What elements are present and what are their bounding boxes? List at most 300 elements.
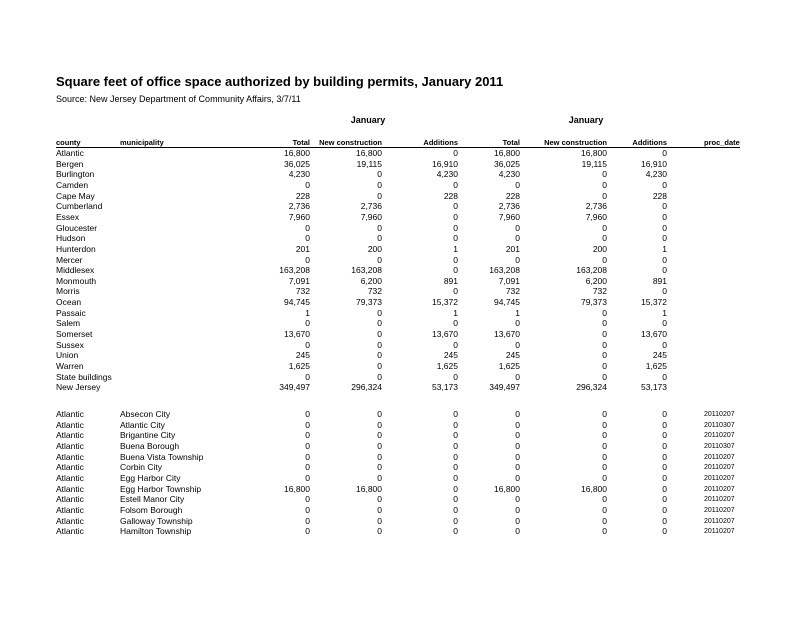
col-header-new-construction: New construction bbox=[319, 138, 382, 147]
cell-total: 2,736 bbox=[288, 201, 310, 212]
cell-additions: 0 bbox=[453, 440, 458, 451]
table-row bbox=[0, 473, 800, 484]
cell-total: 0 bbox=[305, 451, 310, 462]
source-note: Source: New Jersey Department of Community Affairs, 3/7/11 bbox=[56, 94, 301, 104]
cell-additions: 1 bbox=[453, 307, 458, 318]
cell-new-construction: 0 bbox=[377, 419, 382, 430]
cell-additions-ytd: 891 bbox=[652, 275, 667, 286]
cell-additions-ytd: 0 bbox=[662, 179, 667, 190]
group-header-january-2: January bbox=[568, 115, 604, 125]
cell-county: Bergen bbox=[56, 158, 84, 169]
table-row bbox=[0, 350, 800, 361]
cell-additions-ytd: 228 bbox=[652, 190, 667, 201]
cell-new-construction: 0 bbox=[377, 329, 382, 340]
cell-new-construction-ytd: 0 bbox=[602, 419, 607, 430]
cell-additions: 0 bbox=[453, 265, 458, 276]
cell-county: Atlantic bbox=[56, 409, 84, 419]
table-row bbox=[0, 505, 800, 516]
cell-county: Sussex bbox=[56, 339, 84, 350]
col-header-total-ytd: Total bbox=[502, 138, 520, 147]
cell-county: Essex bbox=[56, 211, 80, 222]
table-row bbox=[0, 340, 800, 351]
cell-county: Atlantic bbox=[56, 526, 84, 537]
table-row bbox=[0, 159, 800, 170]
cell-additions: 0 bbox=[453, 494, 458, 505]
cell-total-ytd: 0 bbox=[515, 526, 520, 537]
cell-new-construction-ytd: 0 bbox=[602, 409, 607, 419]
cell-additions: 891 bbox=[443, 275, 458, 286]
cell-additions-ytd: 15,372 bbox=[641, 297, 667, 308]
cell-new-construction-ytd: 2,736 bbox=[585, 201, 607, 212]
cell-additions-ytd: 0 bbox=[662, 211, 667, 222]
table-row bbox=[0, 191, 800, 202]
cell-new-construction-ytd: 0 bbox=[602, 179, 607, 190]
cell-new-construction-ytd: 0 bbox=[602, 526, 607, 537]
cell-total-ytd: 349,497 bbox=[489, 382, 520, 393]
cell-new-construction-ytd: 0 bbox=[602, 515, 607, 526]
cell-new-construction-ytd: 0 bbox=[602, 494, 607, 505]
cell-total-ytd: 228 bbox=[505, 190, 520, 201]
cell-total-ytd: 7,091 bbox=[498, 275, 520, 286]
table-row bbox=[0, 255, 800, 266]
cell-proc-date: 20110207 bbox=[704, 517, 735, 525]
cell-county: Warren bbox=[56, 361, 84, 371]
cell-county: Mercer bbox=[56, 254, 83, 265]
cell-new-construction: 0 bbox=[377, 440, 382, 451]
table-row bbox=[0, 462, 800, 473]
cell-proc-date: 20110207 bbox=[704, 496, 735, 504]
cell-new-construction-ytd: 0 bbox=[602, 430, 607, 441]
cell-total-ytd: 0 bbox=[515, 440, 520, 451]
cell-county: Hunterdon bbox=[56, 243, 96, 254]
cell-new-construction-ytd: 0 bbox=[602, 451, 607, 462]
cell-new-construction: 0 bbox=[377, 504, 382, 515]
cell-proc-date: 20110307 bbox=[704, 442, 735, 450]
cell-additions: 0 bbox=[453, 318, 458, 329]
cell-additions-ytd: 0 bbox=[662, 494, 667, 505]
table-row bbox=[0, 420, 800, 431]
cell-proc-date: 20110207 bbox=[704, 453, 735, 461]
col-header-additions: Additions bbox=[423, 138, 458, 147]
cell-municipality: Absecon City bbox=[120, 409, 171, 419]
cell-additions: 0 bbox=[453, 233, 458, 244]
cell-county: New Jersey bbox=[56, 382, 101, 393]
cell-total-ytd: 13,670 bbox=[494, 329, 520, 340]
cell-county: Hudson bbox=[56, 233, 86, 244]
table-row bbox=[0, 526, 800, 537]
cell-additions-ytd: 0 bbox=[662, 254, 667, 265]
cell-new-construction: 2,736 bbox=[360, 201, 382, 212]
cell-total-ytd: 0 bbox=[515, 430, 520, 441]
cell-county: Cape May bbox=[56, 190, 95, 201]
table-row bbox=[0, 308, 800, 319]
cell-additions-ytd: 0 bbox=[662, 483, 667, 494]
cell-municipality: Hamilton Township bbox=[120, 526, 192, 537]
cell-total: 201 bbox=[295, 243, 310, 254]
col-header-proc-date: proc_date bbox=[704, 138, 740, 147]
cell-total-ytd: 0 bbox=[515, 179, 520, 190]
col-header-county: county bbox=[56, 138, 81, 147]
cell-total-ytd: 16,800 bbox=[494, 148, 520, 158]
cell-new-construction-ytd: 0 bbox=[602, 440, 607, 451]
cell-new-construction: 0 bbox=[377, 307, 382, 318]
cell-total: 0 bbox=[305, 526, 310, 537]
cell-total-ytd: 7,960 bbox=[498, 211, 520, 222]
cell-additions-ytd: 0 bbox=[662, 222, 667, 233]
cell-additions: 0 bbox=[453, 526, 458, 537]
table-row bbox=[0, 233, 800, 244]
cell-new-construction-ytd: 0 bbox=[602, 222, 607, 233]
cell-additions-ytd: 0 bbox=[662, 286, 667, 297]
cell-total: 16,800 bbox=[284, 483, 310, 494]
cell-new-construction: 0 bbox=[377, 526, 382, 537]
cell-municipality: Corbin City bbox=[120, 462, 163, 473]
cell-total: 0 bbox=[305, 371, 310, 382]
cell-additions-ytd: 245 bbox=[652, 350, 667, 361]
cell-additions: 0 bbox=[453, 451, 458, 462]
cell-new-construction-ytd: 200 bbox=[592, 243, 607, 254]
cell-county: Atlantic bbox=[56, 419, 84, 430]
cell-total-ytd: 94,745 bbox=[494, 297, 520, 308]
cell-total: 0 bbox=[305, 419, 310, 430]
table-row bbox=[0, 286, 800, 297]
table-row bbox=[0, 265, 800, 276]
cell-county: Burlington bbox=[56, 169, 95, 180]
cell-total-ytd: 1,625 bbox=[498, 361, 520, 371]
table-row bbox=[0, 372, 800, 383]
cell-new-construction: 0 bbox=[377, 233, 382, 244]
cell-new-construction: 19,115 bbox=[356, 158, 382, 169]
cell-new-construction-ytd: 0 bbox=[602, 318, 607, 329]
cell-county: Atlantic bbox=[56, 483, 84, 494]
cell-total-ytd: 163,208 bbox=[489, 265, 520, 276]
cell-municipality: Egg Harbor Township bbox=[120, 483, 202, 494]
cell-new-construction-ytd: 0 bbox=[602, 371, 607, 382]
cell-municipality: Egg Harbor City bbox=[120, 472, 181, 483]
cell-new-construction-ytd: 0 bbox=[602, 254, 607, 265]
cell-total: 7,960 bbox=[288, 211, 310, 222]
table-row bbox=[0, 484, 800, 495]
cell-total-ytd: 0 bbox=[515, 318, 520, 329]
cell-additions: 0 bbox=[453, 254, 458, 265]
cell-additions: 0 bbox=[453, 179, 458, 190]
cell-new-construction-ytd: 16,800 bbox=[581, 148, 607, 158]
cell-new-construction: 200 bbox=[367, 243, 382, 254]
cell-total: 16,800 bbox=[284, 148, 310, 158]
cell-new-construction-ytd: 0 bbox=[602, 307, 607, 318]
cell-proc-date: 20110207 bbox=[704, 485, 735, 493]
cell-additions: 1 bbox=[453, 243, 458, 254]
cell-additions: 0 bbox=[453, 472, 458, 483]
group-header-january-1: January bbox=[350, 115, 386, 125]
cell-total-ytd: 0 bbox=[515, 254, 520, 265]
cell-total-ytd: 4,230 bbox=[498, 169, 520, 180]
cell-additions-ytd: 0 bbox=[662, 419, 667, 430]
cell-total: 0 bbox=[305, 440, 310, 451]
cell-municipality: Galloway Township bbox=[120, 515, 193, 526]
cell-new-construction-ytd: 296,324 bbox=[576, 382, 607, 393]
cell-new-construction-ytd: 0 bbox=[602, 472, 607, 483]
cell-total: 0 bbox=[305, 472, 310, 483]
cell-new-construction: 16,800 bbox=[356, 483, 382, 494]
cell-total-ytd: 16,800 bbox=[494, 483, 520, 494]
cell-county: Atlantic bbox=[56, 451, 84, 462]
table-row bbox=[0, 212, 800, 223]
cell-total: 0 bbox=[305, 318, 310, 329]
cell-proc-date: 20110207 bbox=[704, 464, 735, 472]
cell-total-ytd: 0 bbox=[515, 504, 520, 515]
cell-additions: 0 bbox=[453, 211, 458, 222]
cell-new-construction-ytd: 16,800 bbox=[581, 483, 607, 494]
cell-municipality: Atlantic City bbox=[120, 419, 165, 430]
cell-total-ytd: 0 bbox=[515, 419, 520, 430]
col-header-total: Total bbox=[292, 138, 310, 147]
cell-additions-ytd: 0 bbox=[662, 462, 667, 473]
cell-total: 0 bbox=[305, 515, 310, 526]
cell-new-construction: 0 bbox=[377, 371, 382, 382]
table-row bbox=[0, 201, 800, 212]
cell-total: 163,208 bbox=[279, 265, 310, 276]
cell-additions-ytd: 0 bbox=[662, 339, 667, 350]
cell-additions: 1,625 bbox=[436, 361, 458, 371]
cell-county: State buildings bbox=[56, 371, 112, 382]
cell-new-construction: 0 bbox=[377, 472, 382, 483]
cell-county: Union bbox=[56, 350, 79, 361]
cell-total: 349,497 bbox=[279, 382, 310, 393]
cell-additions: 16,910 bbox=[432, 158, 458, 169]
cell-county: Atlantic bbox=[56, 504, 84, 515]
cell-total-ytd: 0 bbox=[515, 339, 520, 350]
table-row bbox=[0, 276, 800, 287]
cell-new-construction: 0 bbox=[377, 451, 382, 462]
cell-municipality: Buena Borough bbox=[120, 440, 180, 451]
cell-county: Atlantic bbox=[56, 430, 84, 441]
cell-new-construction: 0 bbox=[377, 169, 382, 180]
cell-new-construction: 0 bbox=[377, 361, 382, 371]
cell-county: Middlesex bbox=[56, 265, 95, 276]
cell-total-ytd: 732 bbox=[505, 286, 520, 297]
cell-additions-ytd: 1,625 bbox=[645, 361, 667, 371]
cell-county: Atlantic bbox=[56, 462, 84, 473]
cell-county: Monmouth bbox=[56, 275, 97, 286]
cell-new-construction: 0 bbox=[377, 254, 382, 265]
table-row bbox=[0, 180, 800, 191]
cell-total: 0 bbox=[305, 339, 310, 350]
cell-new-construction-ytd: 0 bbox=[602, 350, 607, 361]
cell-new-construction: 0 bbox=[377, 318, 382, 329]
cell-total: 228 bbox=[295, 190, 310, 201]
cell-new-construction: 16,800 bbox=[356, 148, 382, 158]
cell-total: 94,745 bbox=[284, 297, 310, 308]
cell-new-construction-ytd: 0 bbox=[602, 233, 607, 244]
cell-new-construction-ytd: 19,115 bbox=[581, 158, 607, 169]
cell-total: 0 bbox=[305, 504, 310, 515]
cell-additions-ytd: 1 bbox=[662, 307, 667, 318]
cell-county: Cumberland bbox=[56, 201, 103, 212]
cell-new-construction: 0 bbox=[377, 494, 382, 505]
table-row bbox=[0, 169, 800, 180]
cell-new-construction-ytd: 732 bbox=[592, 286, 607, 297]
table-row bbox=[0, 409, 800, 420]
cell-proc-date: 20110207 bbox=[704, 528, 735, 536]
cell-additions: 0 bbox=[453, 430, 458, 441]
cell-total-ytd: 0 bbox=[515, 515, 520, 526]
cell-additions: 0 bbox=[453, 504, 458, 515]
table-row bbox=[0, 297, 800, 308]
table-row bbox=[0, 494, 800, 505]
cell-new-construction: 79,373 bbox=[356, 297, 382, 308]
cell-municipality: Buena Vista Township bbox=[120, 451, 204, 462]
cell-county: Salem bbox=[56, 318, 81, 329]
cell-additions: 0 bbox=[453, 409, 458, 419]
cell-total-ytd: 2,736 bbox=[498, 201, 520, 212]
cell-additions: 245 bbox=[443, 350, 458, 361]
cell-proc-date: 20110207 bbox=[704, 474, 735, 482]
cell-additions: 4,230 bbox=[436, 169, 458, 180]
table-row bbox=[0, 244, 800, 255]
cell-new-construction: 0 bbox=[377, 350, 382, 361]
cell-additions: 0 bbox=[453, 419, 458, 430]
cell-additions: 0 bbox=[453, 222, 458, 233]
table-row bbox=[0, 223, 800, 234]
table-row bbox=[0, 361, 800, 372]
cell-total-ytd: 0 bbox=[515, 462, 520, 473]
cell-total: 1 bbox=[305, 307, 310, 318]
cell-new-construction: 732 bbox=[367, 286, 382, 297]
table-row bbox=[0, 329, 800, 340]
cell-additions-ytd: 0 bbox=[662, 318, 667, 329]
cell-new-construction: 0 bbox=[377, 515, 382, 526]
cell-municipality: Brigantine City bbox=[120, 430, 176, 441]
cell-total: 0 bbox=[305, 494, 310, 505]
col-header-additions-ytd: Additions bbox=[632, 138, 667, 147]
cell-new-construction-ytd: 0 bbox=[602, 339, 607, 350]
cell-total-ytd: 0 bbox=[515, 222, 520, 233]
table-row bbox=[0, 441, 800, 452]
cell-additions: 0 bbox=[453, 371, 458, 382]
cell-additions-ytd: 1 bbox=[662, 243, 667, 254]
cell-additions-ytd: 0 bbox=[662, 526, 667, 537]
cell-additions: 0 bbox=[453, 201, 458, 212]
cell-additions: 15,372 bbox=[432, 297, 458, 308]
cell-total-ytd: 0 bbox=[515, 451, 520, 462]
cell-additions-ytd: 53,173 bbox=[641, 382, 667, 393]
cell-county: Camden bbox=[56, 179, 89, 190]
cell-additions-ytd: 0 bbox=[662, 233, 667, 244]
cell-additions-ytd: 4,230 bbox=[645, 169, 667, 180]
cell-additions-ytd: 0 bbox=[662, 371, 667, 382]
cell-additions-ytd: 0 bbox=[662, 472, 667, 483]
cell-total: 0 bbox=[305, 254, 310, 265]
cell-total-ytd: 0 bbox=[515, 409, 520, 419]
cell-county: Atlantic bbox=[56, 494, 84, 505]
cell-new-construction-ytd: 0 bbox=[602, 329, 607, 340]
cell-total-ytd: 1 bbox=[515, 307, 520, 318]
table-row bbox=[0, 382, 800, 393]
page-title: Square feet of office space authorized by building permits, January 2011 bbox=[56, 74, 504, 89]
cell-additions-ytd: 0 bbox=[662, 265, 667, 276]
cell-additions: 0 bbox=[453, 515, 458, 526]
cell-new-construction: 6,200 bbox=[360, 275, 382, 286]
cell-total-ytd: 0 bbox=[515, 472, 520, 483]
cell-total: 245 bbox=[295, 350, 310, 361]
cell-additions-ytd: 0 bbox=[662, 409, 667, 419]
cell-proc-date: 20110307 bbox=[704, 421, 735, 429]
cell-additions-ytd: 0 bbox=[662, 504, 667, 515]
cell-county: Passaic bbox=[56, 307, 86, 318]
col-header-municipality: municipality bbox=[120, 138, 164, 147]
cell-proc-date: 20110207 bbox=[704, 411, 735, 418]
cell-total: 0 bbox=[305, 409, 310, 419]
cell-additions-ytd: 0 bbox=[662, 148, 667, 158]
cell-county: Somerset bbox=[56, 329, 93, 340]
cell-additions: 0 bbox=[453, 339, 458, 350]
cell-total: 0 bbox=[305, 179, 310, 190]
cell-proc-date: 20110207 bbox=[704, 432, 735, 440]
cell-total-ytd: 0 bbox=[515, 494, 520, 505]
cell-additions: 228 bbox=[443, 190, 458, 201]
cell-county: Ocean bbox=[56, 297, 82, 308]
table-row bbox=[0, 148, 800, 159]
cell-total: 13,670 bbox=[284, 329, 310, 340]
cell-total-ytd: 245 bbox=[505, 350, 520, 361]
cell-additions-ytd: 0 bbox=[662, 440, 667, 451]
cell-proc-date: 20110207 bbox=[704, 506, 735, 514]
cell-new-construction: 0 bbox=[377, 409, 382, 419]
table-row bbox=[0, 430, 800, 441]
cell-total: 36,025 bbox=[284, 158, 310, 169]
cell-additions-ytd: 16,910 bbox=[641, 158, 667, 169]
cell-new-construction-ytd: 163,208 bbox=[576, 265, 607, 276]
cell-total: 4,230 bbox=[288, 169, 310, 180]
cell-new-construction-ytd: 0 bbox=[602, 504, 607, 515]
cell-total: 0 bbox=[305, 222, 310, 233]
cell-new-construction: 0 bbox=[377, 339, 382, 350]
cell-total-ytd: 0 bbox=[515, 371, 520, 382]
cell-total: 7,091 bbox=[288, 275, 310, 286]
cell-additions: 0 bbox=[453, 483, 458, 494]
cell-new-construction: 7,960 bbox=[360, 211, 382, 222]
cell-total-ytd: 36,025 bbox=[494, 158, 520, 169]
cell-total: 0 bbox=[305, 462, 310, 473]
cell-new-construction: 0 bbox=[377, 462, 382, 473]
cell-new-construction-ytd: 79,373 bbox=[581, 297, 607, 308]
cell-total: 1,625 bbox=[288, 361, 310, 371]
cell-additions-ytd: 0 bbox=[662, 451, 667, 462]
cell-new-construction-ytd: 6,200 bbox=[585, 275, 607, 286]
cell-new-construction: 163,208 bbox=[351, 265, 382, 276]
table-row bbox=[0, 516, 800, 527]
cell-municipality: Estell Manor City bbox=[120, 494, 185, 505]
col-header-new-construction-ytd: New construction bbox=[544, 138, 607, 147]
cell-additions: 13,670 bbox=[432, 329, 458, 340]
cell-new-construction: 0 bbox=[377, 179, 382, 190]
cell-additions-ytd: 0 bbox=[662, 430, 667, 441]
cell-new-construction: 296,324 bbox=[351, 382, 382, 393]
cell-additions-ytd: 0 bbox=[662, 515, 667, 526]
cell-county: Atlantic bbox=[56, 440, 84, 451]
cell-total-ytd: 201 bbox=[505, 243, 520, 254]
cell-total: 732 bbox=[295, 286, 310, 297]
cell-county: Atlantic bbox=[56, 472, 84, 483]
cell-additions: 0 bbox=[453, 462, 458, 473]
cell-additions: 0 bbox=[453, 148, 458, 158]
cell-additions-ytd: 13,670 bbox=[641, 329, 667, 340]
cell-total: 0 bbox=[305, 430, 310, 441]
cell-total: 0 bbox=[305, 233, 310, 244]
cell-new-construction-ytd: 0 bbox=[602, 462, 607, 473]
cell-total-ytd: 0 bbox=[515, 233, 520, 244]
